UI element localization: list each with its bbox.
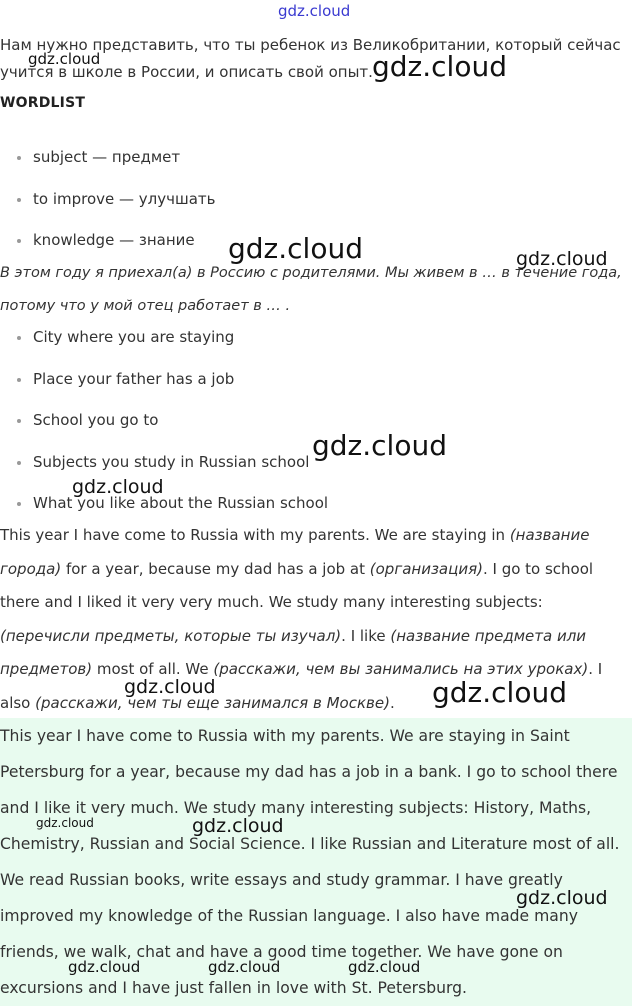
prompt-list <box>0 317 328 525</box>
intro-text: Нам нужно представить, что ты ребенок из Великобритании, который сейчас учится в школе в России, и описать свой опыт. <box>0 36 621 81</box>
wordlist-title: WORDLIST <box>0 95 86 111</box>
template-text: . I also <box>0 660 603 712</box>
watermark: gdz.cloud <box>516 887 608 909</box>
template-text: for a year, because my dad has a job at <box>61 559 370 578</box>
watermark: gdz.cloud <box>348 958 421 976</box>
template-placeholder: (расскажи, чем вы занимались на этих уроках) <box>213 660 589 678</box>
template-placeholder: (название предмета или предметов) <box>0 626 587 678</box>
watermark: gdz.cloud <box>516 248 608 270</box>
watermark: gdz.cloud <box>228 232 363 265</box>
list-item: Subjects you study in Russian school <box>0 442 328 484</box>
template-placeholder: (расскажи, чем ты еще занимался в Москве) <box>35 693 390 712</box>
template-text: . <box>389 693 395 712</box>
watermark: gdz.cloud <box>192 815 284 837</box>
template-placeholder: (название города) <box>0 526 590 578</box>
list-item: School you go to <box>0 400 328 442</box>
watermark: gdz.cloud <box>124 676 216 698</box>
watermark: gdz.cloud <box>432 676 567 709</box>
list-item: City where you are staying <box>0 317 328 359</box>
template-text: This year I have come to Russia with my parents. We are staying in <box>0 526 510 544</box>
template-text: . I go to school there and I liked it very very much. We study many interesting subjects: <box>0 559 594 611</box>
template-placeholder: (перечисли предметы, которые ты изучал) <box>0 626 342 645</box>
list-item: Place your father has a job <box>0 359 328 401</box>
watermark: gdz.cloud <box>68 958 141 976</box>
answer-text: This year I have come to Russia with my parents. We are staying in Saint Petersburg for a year, because my dad has a job in a bank. I go to school there and I like it very much. We study many interesting subjects: History, Maths, Chemistry, Russian and Social Science. I like Russian and Literature most of all. We read Russian books, write essays and study grammar. I have greatly improved my knowledge of the Russian language. I also have made many friends, we walk, chat and have a good time together. We have gone on excursions and I have just fallen in love with St. Petersburg. <box>0 727 620 997</box>
list-item: subject — предмет <box>0 137 215 179</box>
watermark: gdz.cloud <box>312 429 447 462</box>
watermark: gdz.cloud <box>28 50 101 68</box>
list-item: What you like about the Russian school <box>0 483 328 525</box>
watermark: gdz.cloud <box>36 816 94 830</box>
template-text: . I like <box>341 626 391 645</box>
watermark: gdz.cloud <box>372 50 507 83</box>
list-item: to improve — улучшать <box>0 179 215 221</box>
watermark: gdz.cloud <box>278 2 351 20</box>
task-text: В этом году я приехал(а) в Россию с родителями. Мы живем в … в течение года, потому что у мой отец работает в … . <box>0 265 622 314</box>
wordlist <box>0 137 215 262</box>
watermark: gdz.cloud <box>208 958 281 976</box>
template-text: most of all. We <box>92 660 214 678</box>
watermark: gdz.cloud <box>72 476 164 498</box>
template-placeholder: (организация) <box>369 559 483 578</box>
list-item: knowledge — знание <box>0 220 215 262</box>
